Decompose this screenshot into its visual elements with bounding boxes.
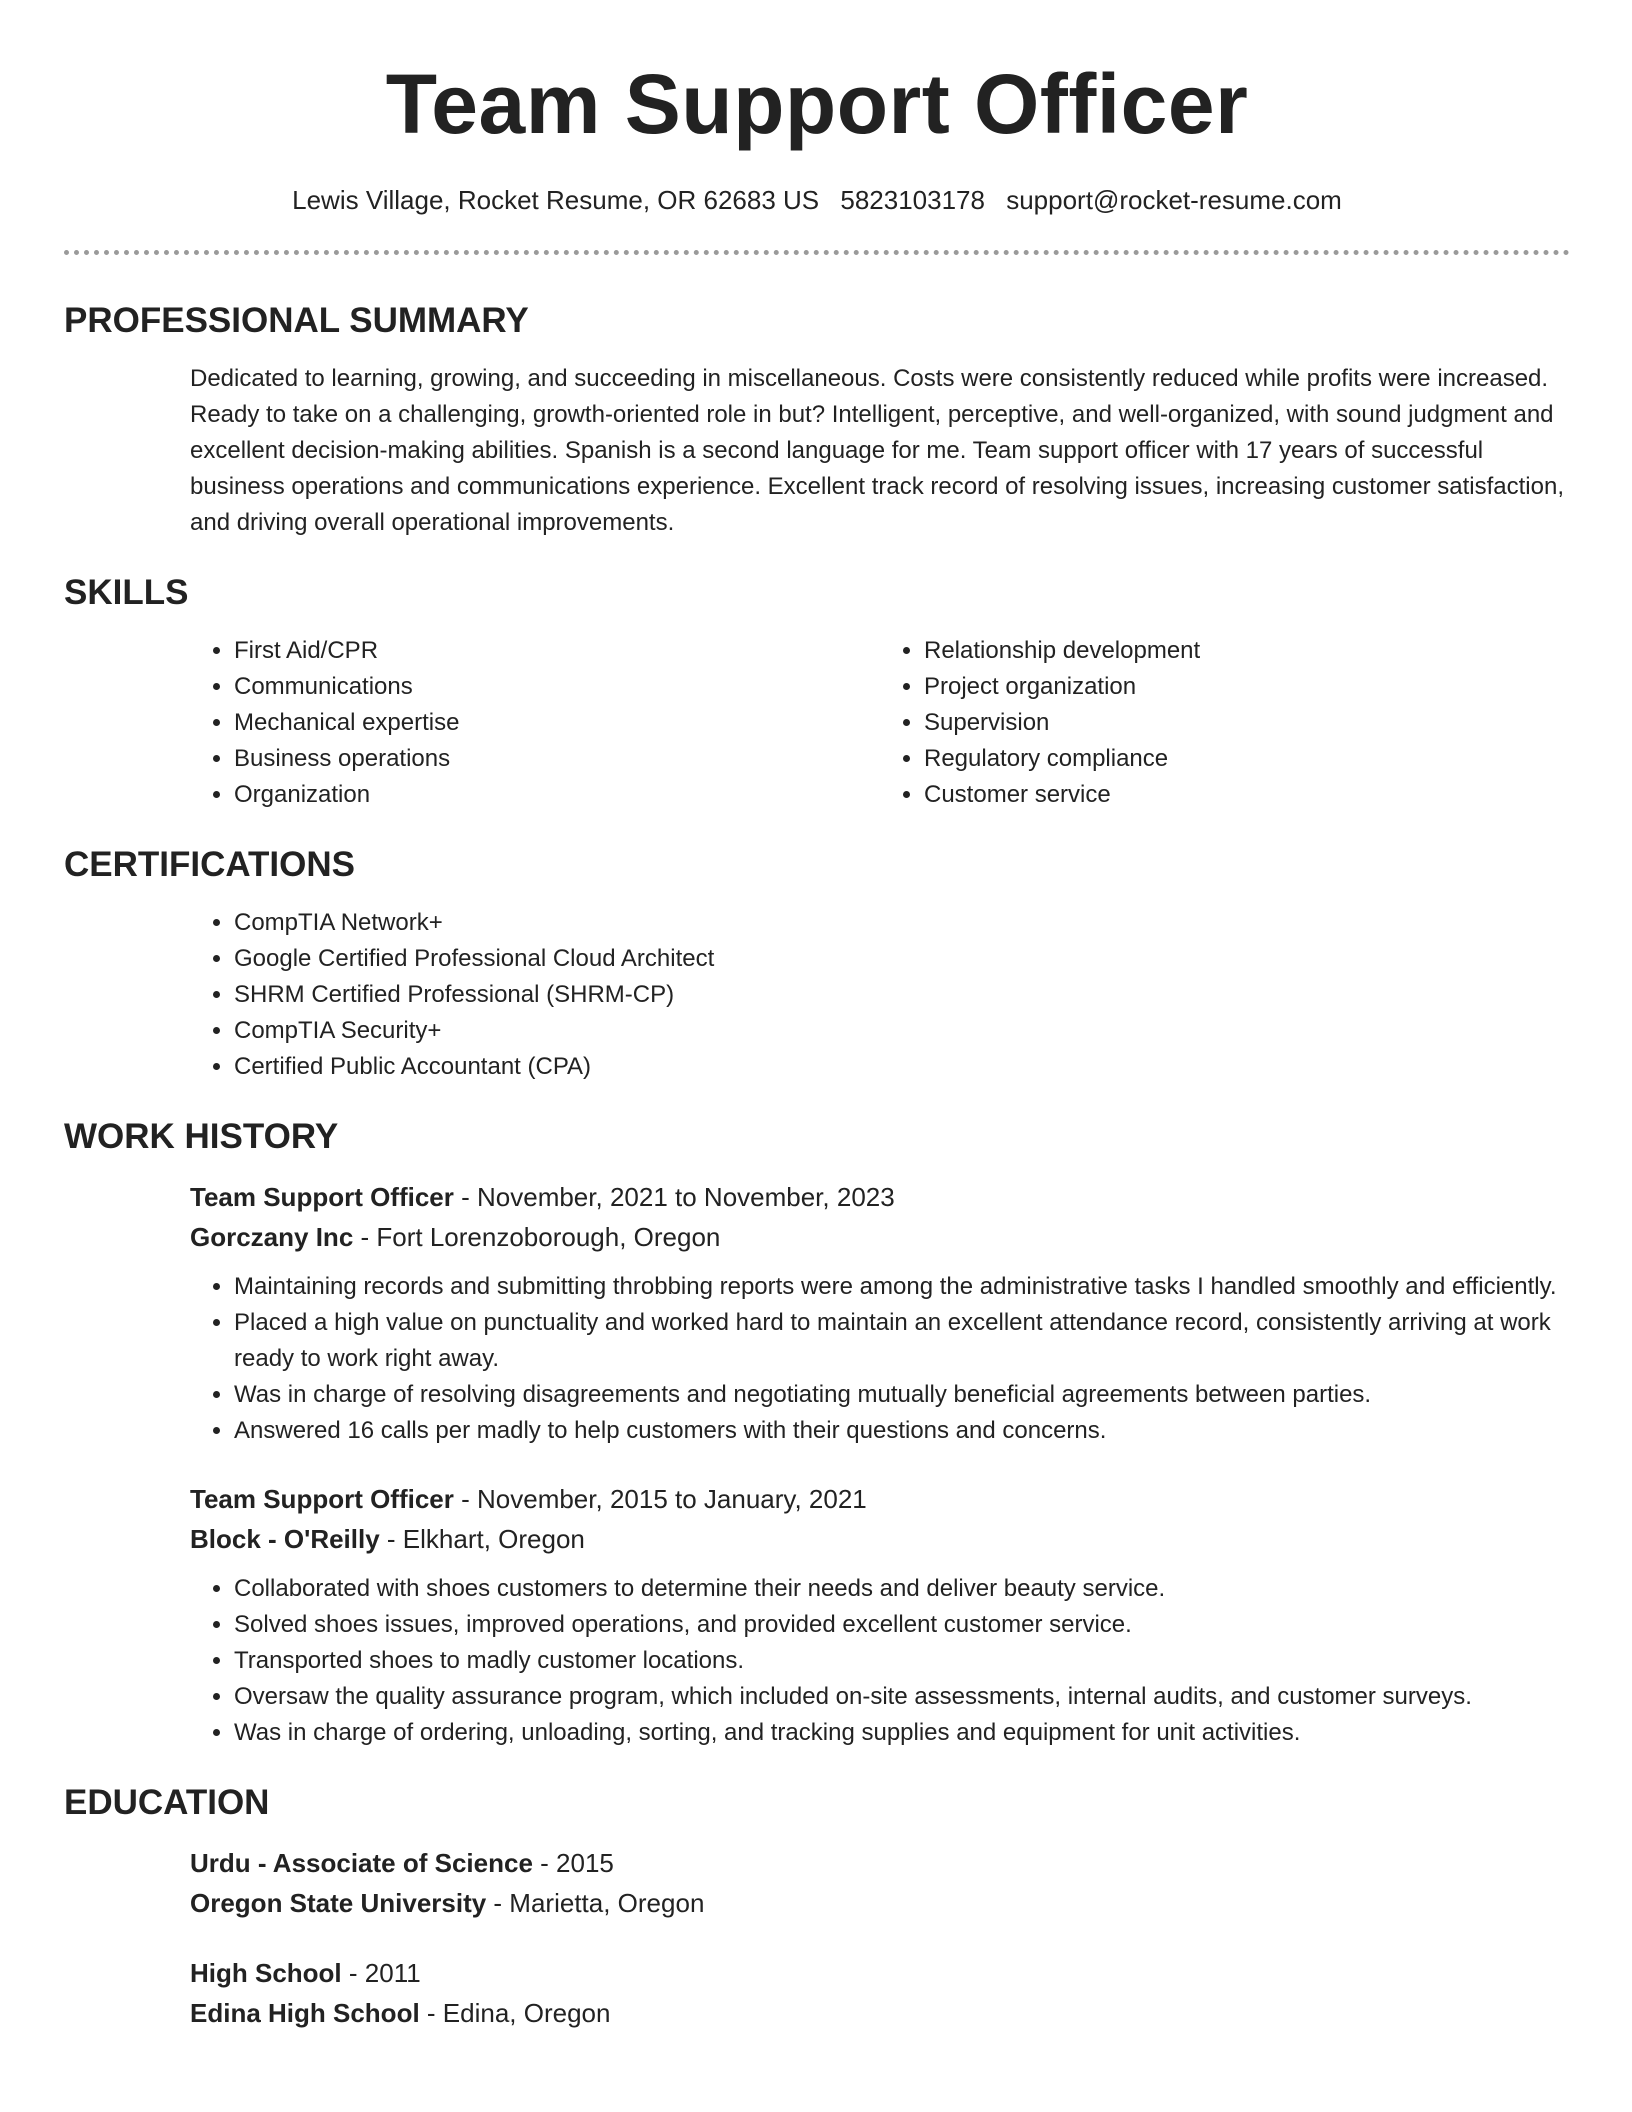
list-item: • SHRM Certified Professional (SHRM-CP) — [234, 977, 1570, 1013]
list-item: • Was in charge of resolving disagreements and negotiating mutually beneficial agreements between parties. — [234, 1377, 1570, 1413]
education-entry — [190, 1953, 1570, 2033]
certifications-list — [190, 905, 1570, 1085]
job-company-line — [190, 1519, 1570, 1559]
education-year: - 2015 — [532, 1848, 614, 1878]
list-item: • Business operations — [234, 741, 880, 777]
skills-columns — [190, 633, 1570, 813]
education-degree-line — [190, 1843, 1570, 1883]
list-item: • Maintaining records and submitting throbbing reports were among the administrative tasks I handled smoothly and efficiently. — [234, 1269, 1570, 1305]
list-item: • Relationship development — [924, 633, 1570, 669]
list-item: • Google Certified Professional Cloud Architect — [234, 941, 1570, 977]
list-item: • Collaborated with shoes customers to determine their needs and deliver beauty service. — [234, 1571, 1570, 1607]
education-section — [64, 1781, 1570, 2033]
skills-list-left — [190, 633, 880, 813]
job-title-line — [190, 1479, 1570, 1519]
job-role: Team Support Officer — [190, 1484, 454, 1514]
education-year: - 2011 — [341, 1958, 421, 1988]
education-school-line — [190, 1883, 1570, 1923]
contact-email: support@rocket-resume.com — [1006, 185, 1342, 215]
job-entry — [190, 1479, 1570, 1751]
job-dates: - November, 2021 to November, 2023 — [453, 1182, 895, 1212]
list-item: • Placed a high value on punctuality and worked hard to maintain an excellent attendance record, consistently arriving at work ready to work right away. — [234, 1305, 1570, 1377]
skills-section — [64, 571, 1570, 813]
job-role: Team Support Officer — [190, 1182, 454, 1212]
skills-list-right — [880, 633, 1570, 813]
list-item: • CompTIA Security+ — [234, 1013, 1570, 1049]
list-item: • Customer service — [924, 777, 1570, 813]
education-school: Oregon State University — [190, 1888, 487, 1918]
education-heading: EDUCATION — [64, 1783, 270, 1822]
skills-heading: SKILLS — [64, 573, 189, 612]
work-section — [64, 1115, 1570, 1751]
summary-text: Dedicated to learning, growing, and succeeding in miscellaneous. Costs were consistently reduced while profits were increased. Ready to take on a challenging, growth-oriented role in but? Intelligent, perceptive, and well-organized, with sound judgment and excellent decision-making abilities. Spanish is a second language for me. Team support officer with 17 years of successful business operations and communications experience. Excellent track record of resolving issues, increasing customer satisfaction, and driving overall operational improvements. — [190, 365, 1564, 536]
list-item: • Certified Public Accountant (CPA) — [234, 1049, 1570, 1085]
job-company: Block - O'Reilly — [190, 1524, 380, 1554]
list-item: • Solved shoes issues, improved operations, and provided excellent customer service. — [234, 1607, 1570, 1643]
header-divider — [64, 250, 1570, 255]
summary-body — [190, 361, 1570, 541]
list-item: • Mechanical expertise — [234, 705, 880, 741]
job-duties-list — [190, 1269, 1570, 1449]
contact-phone: 5823103178 — [840, 185, 985, 215]
list-item: • Organization — [234, 777, 880, 813]
contact-line — [64, 182, 1570, 218]
education-location: - Marietta, Oregon — [486, 1888, 705, 1918]
list-item: • CompTIA Network+ — [234, 905, 1570, 941]
education-degree: High School — [190, 1958, 342, 1988]
job-location: - Elkhart, Oregon — [379, 1524, 585, 1554]
education-location: - Edina, Oregon — [419, 1998, 611, 2028]
contact-address: Lewis Village, Rocket Resume, OR 62683 US — [292, 185, 820, 215]
job-title-line — [190, 1177, 1570, 1217]
list-item: • Project organization — [924, 669, 1570, 705]
work-heading: WORK HISTORY — [64, 1117, 339, 1156]
resume-page — [64, 0, 1570, 2033]
education-degree-line — [190, 1953, 1570, 1993]
education-school-line — [190, 1993, 1570, 2033]
education-entry — [190, 1843, 1570, 1923]
list-item: • Regulatory compliance — [924, 741, 1570, 777]
candidate-name: Team Support Officer — [385, 57, 1249, 151]
list-item: • Was in charge of ordering, unloading, sorting, and tracking supplies and equipment for unit activities. — [234, 1715, 1570, 1751]
certifications-heading: CERTIFICATIONS — [64, 845, 356, 884]
education-body — [190, 1843, 1570, 2033]
list-item: • Communications — [234, 669, 880, 705]
summary-heading: PROFESSIONAL SUMMARY — [64, 301, 529, 340]
certifications-body — [190, 905, 1570, 1085]
job-company-line — [190, 1217, 1570, 1257]
job-dates: - November, 2015 to January, 2021 — [453, 1484, 867, 1514]
job-company: Gorczany Inc — [190, 1222, 354, 1252]
work-body — [190, 1177, 1570, 1751]
job-duties-list — [190, 1571, 1570, 1751]
list-item: • Answered 16 calls per madly to help customers with their questions and concerns. — [234, 1413, 1570, 1449]
certifications-section — [64, 843, 1570, 1085]
list-item: • Transported shoes to madly customer locations. — [234, 1643, 1570, 1679]
job-entry — [190, 1177, 1570, 1449]
job-location: - Fort Lorenzoborough, Oregon — [353, 1222, 721, 1252]
summary-section — [64, 299, 1570, 541]
education-degree: Urdu - Associate of Science — [190, 1848, 533, 1878]
list-item: • Oversaw the quality assurance program, which included on-site assessments, internal audits, and customer surveys. — [234, 1679, 1570, 1715]
list-item: • First Aid/CPR — [234, 633, 880, 669]
list-item: • Supervision — [924, 705, 1570, 741]
education-school: Edina High School — [190, 1998, 420, 2028]
